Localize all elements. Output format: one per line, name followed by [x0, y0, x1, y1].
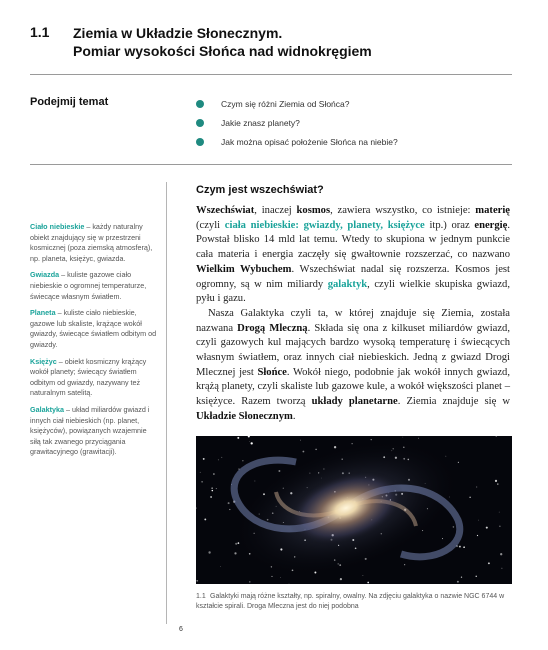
star-dot — [201, 481, 203, 483]
star-dot — [340, 578, 342, 580]
column-divider — [166, 182, 167, 624]
body-text — [196, 204, 510, 425]
term-uklady-planetarne: układy planetarne — [311, 396, 398, 408]
figure-number: 1.1 — [196, 593, 206, 600]
star-dot — [418, 438, 419, 439]
title-line-2: Pomiar wysokości Słońca nad widnokręgiem — [73, 43, 372, 59]
star-dot — [251, 442, 253, 444]
star-dot — [478, 520, 479, 521]
glossary-entry — [30, 405, 158, 458]
term-energia: energię — [474, 219, 508, 231]
glossary-entry — [30, 222, 158, 264]
star-dot — [211, 487, 212, 488]
star-dot — [469, 497, 470, 498]
star-dot — [458, 462, 459, 463]
glossary-term: Gwiazda — [30, 270, 60, 280]
star-dot — [495, 480, 497, 482]
topic-divider — [30, 164, 512, 165]
glossary-definition: – kuliste ciało niebieskie, gazowe lub skaliste, krążące wokół gwiazdy, świecące światłem odbitym od gwiazdy. — [30, 308, 157, 349]
text-run: Nasza Galaktyka czyli ta, w której znajduje się Ziemia, została nazwana — [196, 307, 510, 334]
star-dot — [461, 577, 462, 578]
star-dot — [249, 441, 250, 442]
bullet-icon — [196, 138, 204, 146]
term-kosmos: kosmos — [296, 205, 331, 216]
term-droga-mleczna: Drogą Mleczną — [237, 322, 308, 334]
star-dot — [367, 582, 369, 584]
star-dot — [442, 538, 443, 539]
star-dot — [228, 502, 230, 504]
question-text: Jak można opisać położenie Słońca na niebie? — [221, 136, 398, 147]
term-materia: materię — [475, 205, 510, 216]
star-dot — [457, 581, 459, 583]
star-dot — [203, 458, 205, 460]
star-dot — [255, 481, 256, 482]
text-run: . Wokół niego, podobnie jak wokół innych gwiazd, krążą planety, czyli skaliste lub gazowe kule, a wokół większości planet – księżyce. Razem tworzą — [196, 366, 511, 408]
page-number: 6 — [179, 626, 183, 633]
star-dot — [488, 562, 490, 564]
star-dot — [216, 488, 217, 489]
term-uklad-sloneczny: Układzie Słonecznym — [196, 410, 293, 422]
glossary-term: Planeta — [30, 308, 56, 318]
star-dot — [280, 577, 281, 578]
star-dot — [459, 546, 461, 548]
paragraph-1 — [196, 204, 510, 307]
star-dot — [196, 580, 198, 582]
paragraph-2 — [196, 307, 510, 425]
star-dot — [208, 551, 210, 553]
term-wielki-wybuch: Wielkim Wybuchem — [196, 263, 292, 275]
text-run: . Powstał blisko 14 mld lat temu. Wtedy to skupiona w jednym punkcie cała materia i energia zaczęły się gwałtownie rozszerzać, co nazwano — [196, 219, 510, 261]
glossary-definition: – układ miliardów gwiazd i innych ciał niebieskich (np. planet, księżyców), powiązanych wzajemnie siłą tak zwanego przyciągania grawitacyjnego (grawitacji). — [30, 404, 150, 457]
figure-caption — [196, 592, 512, 612]
star-dot — [453, 526, 455, 528]
page-title — [73, 24, 372, 60]
text-run: (czyli — [196, 219, 225, 231]
term-slonce: Słońce — [257, 366, 287, 378]
glossary-definition: – każdy naturalny obiekt znajdujący się w przestrzeni kosmicznej (poza ziemską atmosferą), np. planeta, księżyc, gwiazda. — [30, 222, 153, 263]
star-dot — [237, 437, 239, 439]
star-dot — [476, 576, 477, 577]
bullet-icon — [196, 119, 204, 127]
header-divider — [30, 74, 512, 75]
text-run: . Wszechświat nadal się rozszerza. Kosmos jest ogromny, są w nim miliardy — [196, 263, 510, 290]
star-dot — [210, 496, 212, 498]
star-dot — [500, 553, 502, 555]
question-text: Czym się różni Ziemia od Słońca? — [221, 98, 350, 109]
star-dot — [212, 490, 213, 491]
term-wszechswiat: Wszechświat — [196, 205, 255, 216]
star-dot — [315, 449, 317, 451]
star-dot — [497, 483, 498, 484]
star-dot — [402, 437, 403, 438]
star-dot — [249, 581, 250, 582]
question-list — [196, 94, 398, 151]
star-dot — [271, 576, 272, 577]
star-dot — [213, 473, 215, 475]
star-dot — [242, 460, 243, 461]
star-dot — [363, 575, 364, 576]
question-item — [196, 132, 398, 151]
star-dot — [404, 564, 405, 565]
star-dot — [486, 527, 488, 529]
glossary-definition: – obiekt kosmiczny krążący wokół planety; świecący światłem odbitym od gwiazdy, nazywany też naturalnym satelitą. — [30, 356, 147, 398]
question-item — [196, 94, 398, 113]
term-galaktyka: galaktyk — [327, 278, 368, 290]
star-dot — [204, 518, 206, 520]
star-dot — [200, 472, 201, 473]
star-dot — [221, 457, 222, 458]
star-dot — [218, 460, 219, 461]
star-dot — [463, 546, 465, 548]
star-dot — [476, 486, 477, 487]
text-run: . Składa się ona z kilkuset miliardów gwiazd, czyli gazowych kul mających bardzo wysoką temperaturę i świecących własnym światłem, oraz innych ciał niebieskich. Jedną z gwiazd Drogi Mlecznej jest — [196, 322, 511, 378]
title-line-1: Ziemia w Układzie Słonecznym. — [73, 25, 283, 41]
star-dot — [229, 509, 230, 510]
text-run: , inaczej — [254, 205, 297, 216]
caption-text: Galaktyki mają różne kształty, np. spiralny, owalny. Na zdjęciu galaktyka o nazwie NGC 6744 w kształcie spirali. Droga Mleczna jest do niej podobna — [196, 593, 505, 610]
text-run: itp.) oraz — [424, 219, 475, 231]
star-dot — [300, 440, 301, 441]
star-dot — [477, 535, 478, 536]
star-dot — [220, 566, 221, 567]
bullet-icon — [196, 100, 204, 108]
star-dot — [499, 526, 500, 527]
question-item — [196, 113, 398, 132]
star-dot — [501, 568, 502, 569]
glossary-entry — [30, 308, 158, 350]
section-heading: Czym jest wszechświat? — [196, 184, 324, 196]
glossary-entry — [30, 357, 158, 399]
question-text: Jakie znasz planety? — [221, 117, 300, 128]
star-dot — [302, 451, 304, 453]
topic-label: Podejmij temat — [30, 96, 109, 108]
term-ciala-niebieskie: ciała niebieskie: gwiazdy, planety, księżyce — [224, 219, 425, 231]
text-run: , czyli wielkie skupiska gwiazd, pyłu i gazu. — [196, 278, 510, 305]
star-dot — [499, 512, 500, 513]
glossary-term: Galaktyka — [30, 404, 64, 414]
glossary-definition: – kuliste gazowe ciało niebieskie o ogromnej temperaturze, świecące własnym światłem. — [30, 270, 147, 301]
galaxy-photo — [196, 436, 512, 584]
glossary-sidebar — [30, 222, 158, 464]
glossary-term: Ciało niebieskie — [30, 222, 85, 231]
glossary-entry — [30, 270, 158, 302]
text-run: . Ziemia znajduje się w — [397, 396, 510, 408]
text-run: , zawiera wszystko, co istnieje: — [330, 205, 476, 216]
section-number: 1.1 — [30, 24, 50, 40]
text-run: . — [292, 410, 296, 422]
glossary-term: Księżyc — [30, 356, 57, 366]
